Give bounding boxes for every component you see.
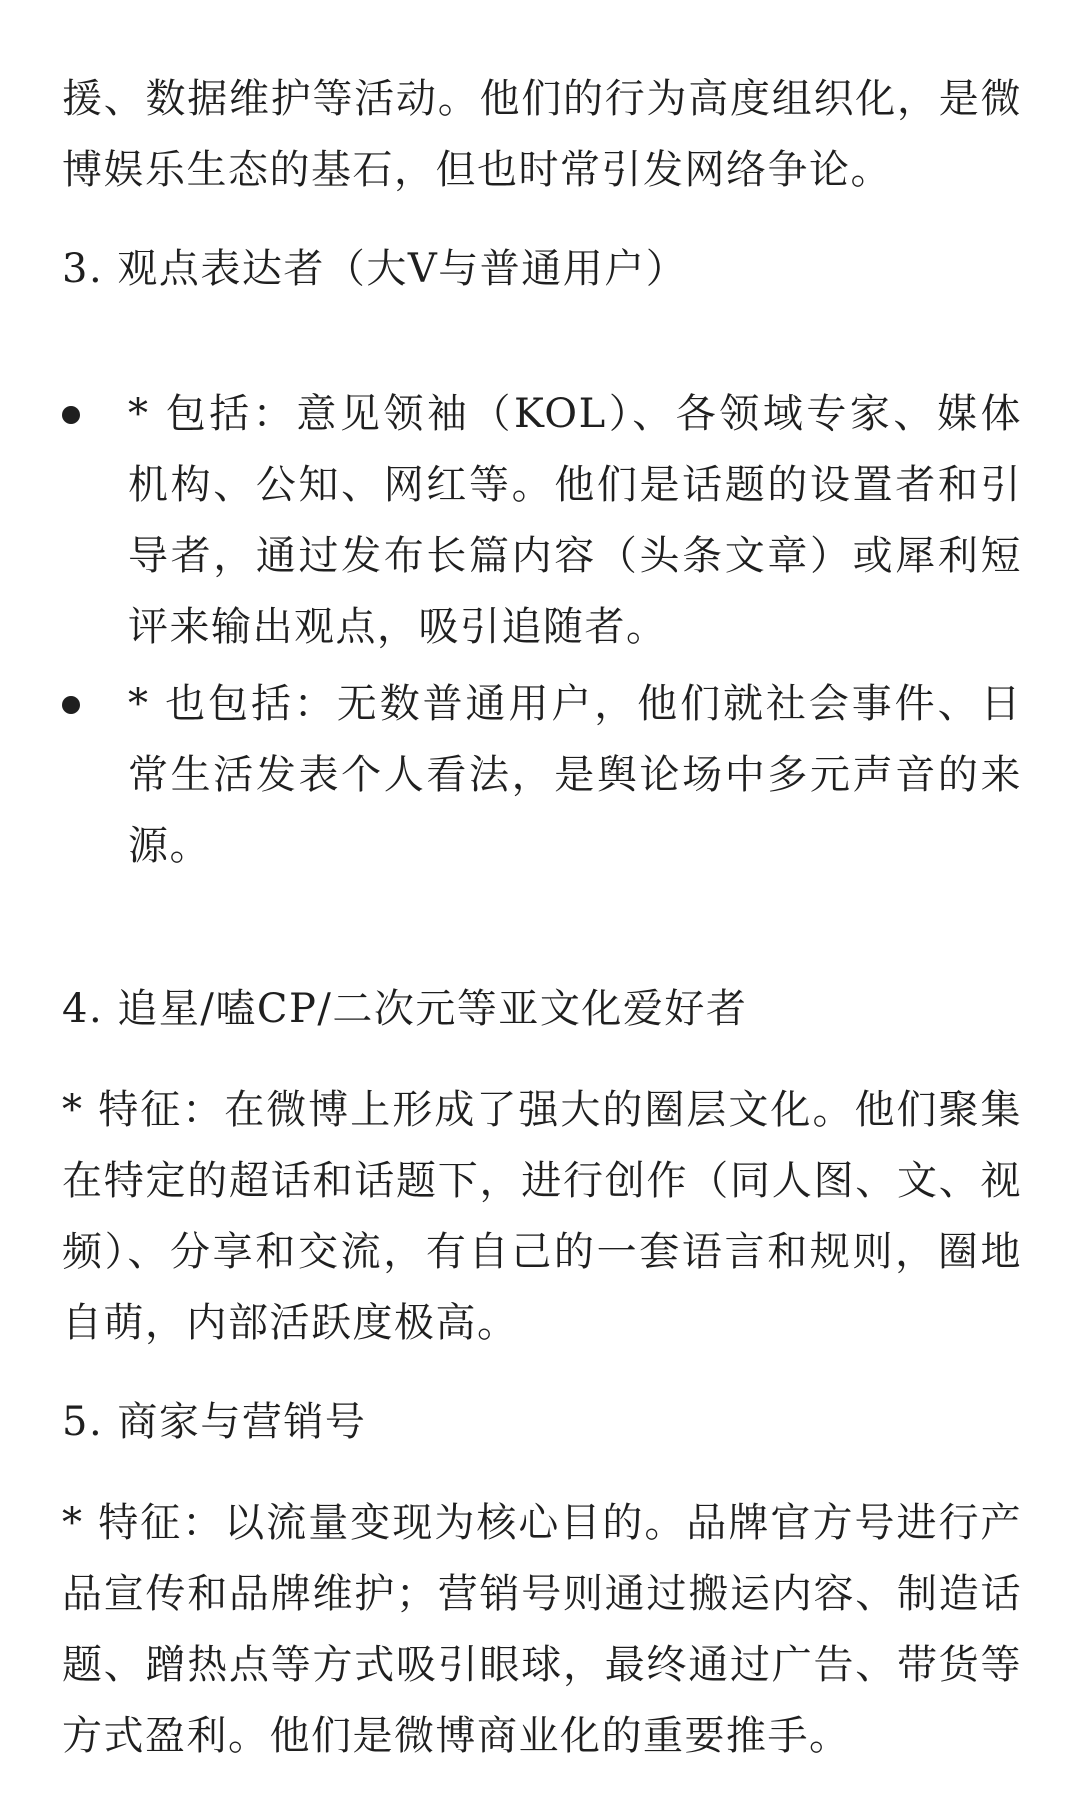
list-item	[62, 379, 1022, 663]
section-4-heading: 4. 追星/嗑CP/二次元等亚文化爱好者	[62, 986, 748, 1032]
bullet-dot-icon	[62, 406, 80, 424]
section-4-paragraph: * 特征：在微博上形成了强大的圈层文化。他们聚集在特定的超话和话题下，进行创作（同人图、文、视频）、分享和交流，有自己的一套语言和规则，圈地自萌，内部活跃度极高。	[62, 1087, 1022, 1346]
section-3-bullet-text: * 包括：意见领袖（KOL）、各领域专家、媒体机构、公知、网红等。他们是话题的设置者和引导者，通过发布长篇内容（头条文章）或犀利短评来输出观点，吸引追随者。	[128, 391, 1022, 650]
section-3-bullet-list	[62, 379, 1022, 882]
article-body	[62, 64, 1022, 1772]
bullet-dot-icon	[62, 696, 80, 714]
section-5-paragraph: * 特征：以流量变现为核心目的。品牌官方号进行产品宣传和品牌维护；营销号则通过搬运内容、制造话题、蹭热点等方式吸引眼球，最终通过广告、带货等方式盈利。他们是微博商业化的重要推手。	[62, 1500, 1022, 1759]
section-5-heading: 5. 商家与营销号	[62, 1399, 367, 1445]
section-3-bullet-text: * 也包括：无数普通用户，他们就社会事件、日常生活发表个人看法，是舆论场中多元声音的来源。	[128, 681, 1022, 869]
section-3-heading: 3. 观点表达者（大V与普通用户）	[62, 246, 688, 292]
list-item	[62, 669, 1022, 882]
intro-paragraph: 援、数据维护等活动。他们的行为高度组织化，是微博娱乐生态的基石，但也时常引发网络争论。	[62, 76, 1022, 193]
